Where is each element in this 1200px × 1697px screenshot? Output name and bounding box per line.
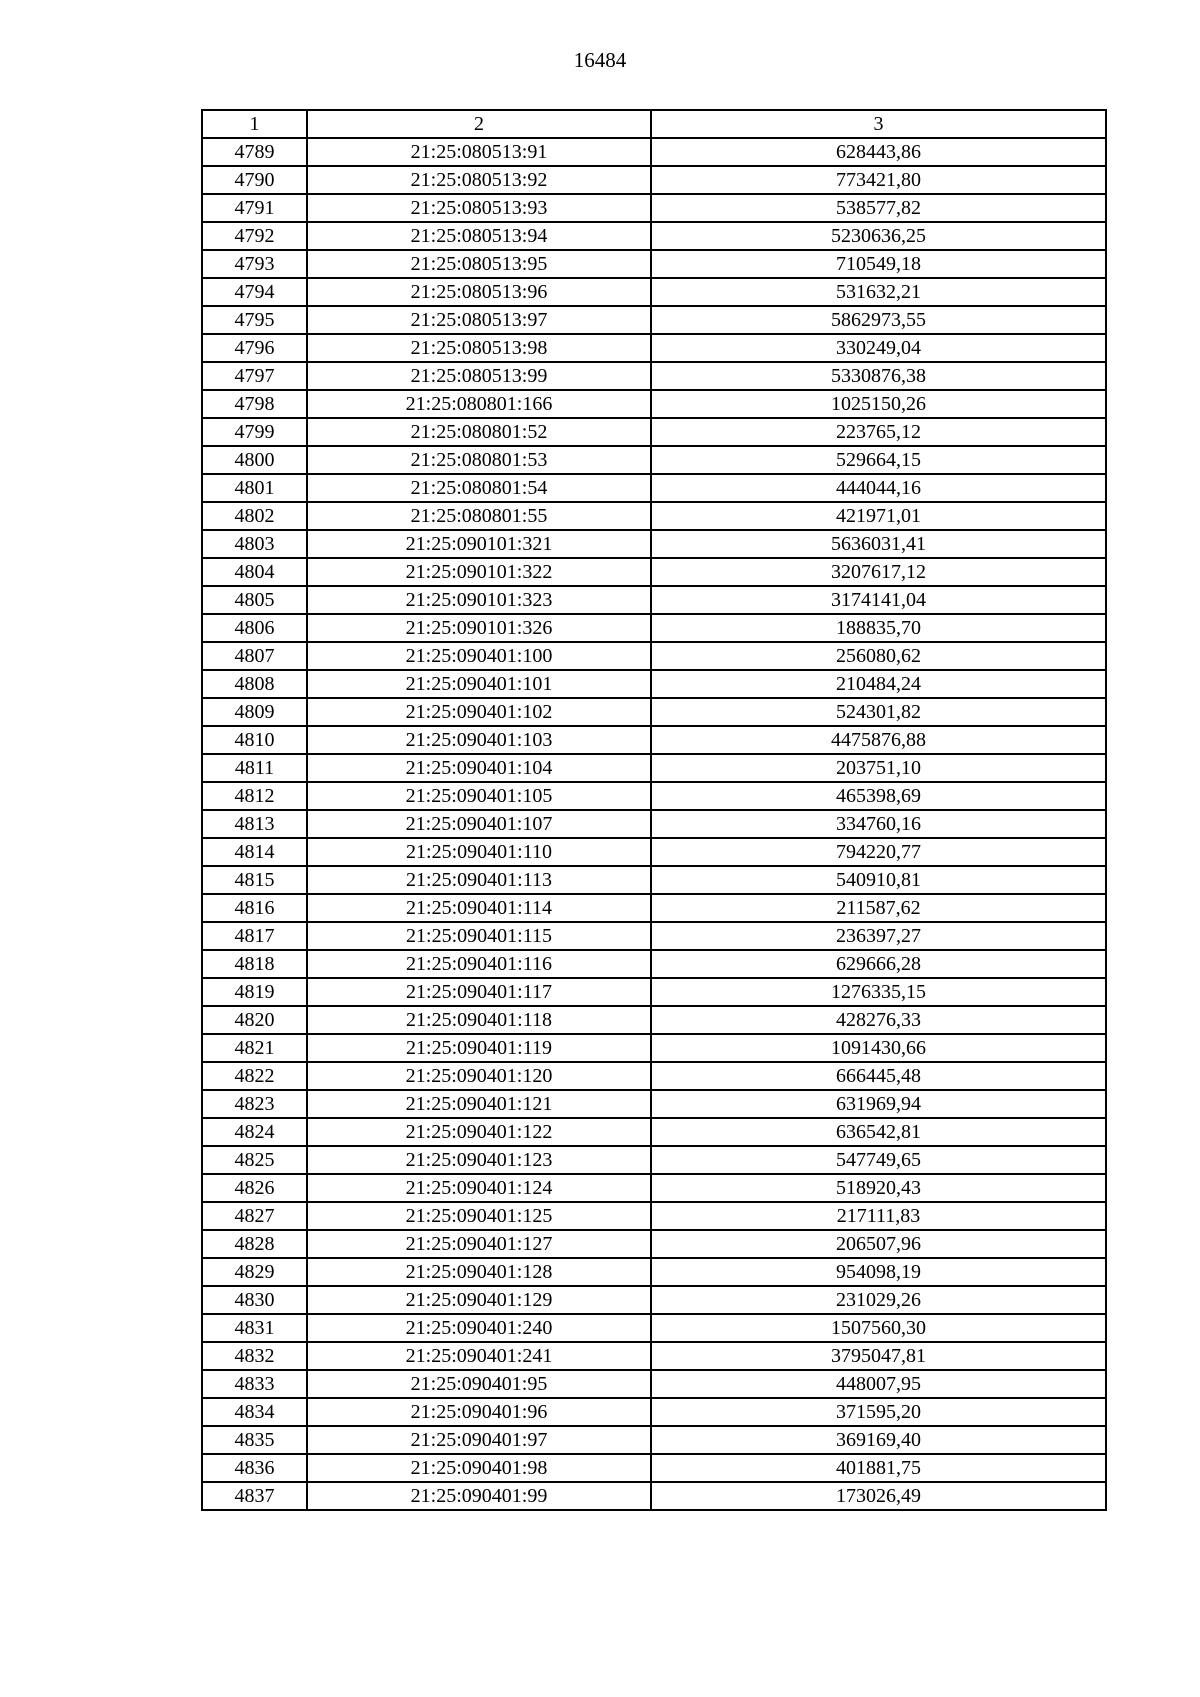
table-row	[202, 250, 1106, 278]
value-cell: 444044,16	[651, 474, 1106, 502]
table-row	[202, 362, 1106, 390]
table-row	[202, 222, 1106, 250]
table-row	[202, 1482, 1106, 1510]
row-number-cell: 4805	[202, 586, 307, 614]
row-number-cell: 4807	[202, 642, 307, 670]
cadastral-number-cell: 21:25:080513:91	[307, 138, 651, 166]
row-number-cell: 4809	[202, 698, 307, 726]
row-number-cell: 4790	[202, 166, 307, 194]
cadastral-number-cell: 21:25:090401:101	[307, 670, 651, 698]
table-body	[202, 138, 1106, 1510]
value-cell: 236397,27	[651, 922, 1106, 950]
row-number-cell: 4789	[202, 138, 307, 166]
table-row	[202, 950, 1106, 978]
value-cell: 531632,21	[651, 278, 1106, 306]
table-row	[202, 978, 1106, 1006]
value-cell: 188835,70	[651, 614, 1106, 642]
value-cell: 3207617,12	[651, 558, 1106, 586]
cadastral-number-cell: 21:25:090401:99	[307, 1482, 651, 1510]
table-row	[202, 1006, 1106, 1034]
value-cell: 210484,24	[651, 670, 1106, 698]
table-row	[202, 1454, 1106, 1482]
table-row	[202, 474, 1106, 502]
value-cell: 529664,15	[651, 446, 1106, 474]
cadastral-number-cell: 21:25:090401:125	[307, 1202, 651, 1230]
row-number-cell: 4828	[202, 1230, 307, 1258]
value-cell: 334760,16	[651, 810, 1106, 838]
cadastral-number-cell: 21:25:090101:323	[307, 586, 651, 614]
table-row	[202, 1174, 1106, 1202]
cadastral-number-cell: 21:25:090401:129	[307, 1286, 651, 1314]
table-row	[202, 278, 1106, 306]
value-cell: 203751,10	[651, 754, 1106, 782]
cadastral-number-cell: 21:25:090401:117	[307, 978, 651, 1006]
table-row	[202, 502, 1106, 530]
value-cell: 371595,20	[651, 1398, 1106, 1426]
value-cell: 518920,43	[651, 1174, 1106, 1202]
value-cell: 631969,94	[651, 1090, 1106, 1118]
row-number-cell: 4804	[202, 558, 307, 586]
cadastral-number-cell: 21:25:090401:119	[307, 1034, 651, 1062]
row-number-cell: 4832	[202, 1342, 307, 1370]
table-row	[202, 390, 1106, 418]
cadastral-number-cell: 21:25:090401:118	[307, 1006, 651, 1034]
row-number-cell: 4803	[202, 530, 307, 558]
column-header-1: 1	[202, 110, 307, 138]
table-row	[202, 698, 1106, 726]
table-row	[202, 642, 1106, 670]
cadastral-number-cell: 21:25:090401:97	[307, 1426, 651, 1454]
cadastral-number-cell: 21:25:090401:127	[307, 1230, 651, 1258]
table-row	[202, 810, 1106, 838]
value-cell: 540910,81	[651, 866, 1106, 894]
header-row	[202, 110, 1106, 138]
row-number-cell: 4791	[202, 194, 307, 222]
row-number-cell: 4836	[202, 1454, 307, 1482]
cadastral-number-cell: 21:25:090401:120	[307, 1062, 651, 1090]
row-number-cell: 4831	[202, 1314, 307, 1342]
table-row	[202, 614, 1106, 642]
row-number-cell: 4829	[202, 1258, 307, 1286]
row-number-cell: 4810	[202, 726, 307, 754]
row-number-cell: 4826	[202, 1174, 307, 1202]
column-header-2: 2	[307, 110, 651, 138]
cadastral-number-cell: 21:25:090401:124	[307, 1174, 651, 1202]
table-row	[202, 838, 1106, 866]
value-cell: 794220,77	[651, 838, 1106, 866]
table-row	[202, 558, 1106, 586]
cadastral-number-cell: 21:25:090401:114	[307, 894, 651, 922]
table-row	[202, 894, 1106, 922]
value-cell: 428276,33	[651, 1006, 1106, 1034]
table-row	[202, 1370, 1106, 1398]
value-cell: 5636031,41	[651, 530, 1106, 558]
value-cell: 1091430,66	[651, 1034, 1106, 1062]
value-cell: 5862973,55	[651, 306, 1106, 334]
row-number-cell: 4825	[202, 1146, 307, 1174]
cadastral-number-cell: 21:25:090401:241	[307, 1342, 651, 1370]
value-cell: 710549,18	[651, 250, 1106, 278]
value-cell: 401881,75	[651, 1454, 1106, 1482]
row-number-cell: 4796	[202, 334, 307, 362]
value-cell: 223765,12	[651, 418, 1106, 446]
row-number-cell: 4812	[202, 782, 307, 810]
cadastral-number-cell: 21:25:090401:95	[307, 1370, 651, 1398]
value-cell: 465398,69	[651, 782, 1106, 810]
table-row	[202, 754, 1106, 782]
cadastral-number-cell: 21:25:080513:94	[307, 222, 651, 250]
cadastral-number-cell: 21:25:080801:54	[307, 474, 651, 502]
cadastral-number-cell: 21:25:080513:95	[307, 250, 651, 278]
value-cell: 4475876,88	[651, 726, 1106, 754]
value-cell: 1507560,30	[651, 1314, 1106, 1342]
column-header-3: 3	[651, 110, 1106, 138]
table-row	[202, 1286, 1106, 1314]
table-row	[202, 194, 1106, 222]
row-number-cell: 4818	[202, 950, 307, 978]
data-table	[201, 109, 1107, 1511]
row-number-cell: 4822	[202, 1062, 307, 1090]
table-row	[202, 866, 1106, 894]
row-number-cell: 4811	[202, 754, 307, 782]
table-row	[202, 726, 1106, 754]
table-row	[202, 670, 1106, 698]
cadastral-number-cell: 21:25:090401:121	[307, 1090, 651, 1118]
row-number-cell: 4802	[202, 502, 307, 530]
cadastral-number-cell: 21:25:090401:103	[307, 726, 651, 754]
table-row	[202, 418, 1106, 446]
table-row	[202, 922, 1106, 950]
table-row	[202, 782, 1106, 810]
table-row	[202, 1146, 1106, 1174]
cadastral-number-cell: 21:25:090401:100	[307, 642, 651, 670]
value-cell: 5330876,38	[651, 362, 1106, 390]
row-number-cell: 4821	[202, 1034, 307, 1062]
cadastral-number-cell: 21:25:090401:102	[307, 698, 651, 726]
value-cell: 524301,82	[651, 698, 1106, 726]
page-number: 16484	[573, 48, 627, 72]
row-number-cell: 4801	[202, 474, 307, 502]
value-cell: 330249,04	[651, 334, 1106, 362]
row-number-cell: 4798	[202, 390, 307, 418]
cadastral-number-cell: 21:25:080513:99	[307, 362, 651, 390]
table-row	[202, 1342, 1106, 1370]
row-number-cell: 4794	[202, 278, 307, 306]
cadastral-number-cell: 21:25:090401:115	[307, 922, 651, 950]
cadastral-number-cell: 21:25:090401:105	[307, 782, 651, 810]
table-row	[202, 138, 1106, 166]
cadastral-number-cell: 21:25:080513:93	[307, 194, 651, 222]
value-cell: 206507,96	[651, 1230, 1106, 1258]
value-cell: 173026,49	[651, 1482, 1106, 1510]
value-cell: 211587,62	[651, 894, 1106, 922]
table-row	[202, 306, 1106, 334]
cadastral-number-cell: 21:25:090401:128	[307, 1258, 651, 1286]
table-row	[202, 1230, 1106, 1258]
row-number-cell: 4824	[202, 1118, 307, 1146]
table-row	[202, 166, 1106, 194]
table-row	[202, 1426, 1106, 1454]
row-number-cell: 4793	[202, 250, 307, 278]
table-row	[202, 334, 1106, 362]
table-row	[202, 1090, 1106, 1118]
value-cell: 1025150,26	[651, 390, 1106, 418]
cadastral-number-cell: 21:25:090401:240	[307, 1314, 651, 1342]
cadastral-number-cell: 21:25:080513:97	[307, 306, 651, 334]
value-cell: 1276335,15	[651, 978, 1106, 1006]
cadastral-number-cell: 21:25:090401:104	[307, 754, 651, 782]
cadastral-number-cell: 21:25:090401:98	[307, 1454, 651, 1482]
value-cell: 628443,86	[651, 138, 1106, 166]
value-cell: 954098,19	[651, 1258, 1106, 1286]
cadastral-number-cell: 21:25:090401:110	[307, 838, 651, 866]
cadastral-number-cell: 21:25:090101:322	[307, 558, 651, 586]
value-cell: 629666,28	[651, 950, 1106, 978]
row-number-cell: 4795	[202, 306, 307, 334]
table-row	[202, 586, 1106, 614]
cadastral-number-cell: 21:25:090101:326	[307, 614, 651, 642]
row-number-cell: 4837	[202, 1482, 307, 1510]
table-row	[202, 446, 1106, 474]
table-row	[202, 1034, 1106, 1062]
row-number-cell: 4808	[202, 670, 307, 698]
cadastral-number-cell: 21:25:090401:123	[307, 1146, 651, 1174]
row-number-cell: 4806	[202, 614, 307, 642]
value-cell: 773421,80	[651, 166, 1106, 194]
table-row	[202, 530, 1106, 558]
row-number-cell: 4820	[202, 1006, 307, 1034]
cadastral-number-cell: 21:25:090401:116	[307, 950, 651, 978]
value-cell: 5230636,25	[651, 222, 1106, 250]
row-number-cell: 4827	[202, 1202, 307, 1230]
row-number-cell: 4815	[202, 866, 307, 894]
value-cell: 538577,82	[651, 194, 1106, 222]
row-number-cell: 4819	[202, 978, 307, 1006]
table-row	[202, 1118, 1106, 1146]
row-number-cell: 4830	[202, 1286, 307, 1314]
value-cell: 636542,81	[651, 1118, 1106, 1146]
row-number-cell: 4823	[202, 1090, 307, 1118]
cadastral-number-cell: 21:25:090101:321	[307, 530, 651, 558]
value-cell: 256080,62	[651, 642, 1106, 670]
table-header	[202, 110, 1106, 138]
row-number-cell: 4799	[202, 418, 307, 446]
value-cell: 666445,48	[651, 1062, 1106, 1090]
value-cell: 3174141,04	[651, 586, 1106, 614]
cadastral-number-cell: 21:25:090401:113	[307, 866, 651, 894]
row-number-cell: 4834	[202, 1398, 307, 1426]
value-cell: 369169,40	[651, 1426, 1106, 1454]
cadastral-number-cell: 21:25:080801:55	[307, 502, 651, 530]
row-number-cell: 4813	[202, 810, 307, 838]
cadastral-number-cell: 21:25:090401:96	[307, 1398, 651, 1426]
cadastral-number-cell: 21:25:080513:98	[307, 334, 651, 362]
table-row	[202, 1314, 1106, 1342]
table-row	[202, 1258, 1106, 1286]
row-number-cell: 4814	[202, 838, 307, 866]
row-number-cell: 4835	[202, 1426, 307, 1454]
value-cell: 231029,26	[651, 1286, 1106, 1314]
row-number-cell: 4800	[202, 446, 307, 474]
cadastral-number-cell: 21:25:080801:166	[307, 390, 651, 418]
table-row	[202, 1398, 1106, 1426]
row-number-cell: 4833	[202, 1370, 307, 1398]
row-number-cell: 4817	[202, 922, 307, 950]
table-row	[202, 1202, 1106, 1230]
cadastral-number-cell: 21:25:080801:53	[307, 446, 651, 474]
table-row	[202, 1062, 1106, 1090]
value-cell: 547749,65	[651, 1146, 1106, 1174]
value-cell: 217111,83	[651, 1202, 1106, 1230]
cadastral-number-cell: 21:25:080801:52	[307, 418, 651, 446]
value-cell: 421971,01	[651, 502, 1106, 530]
cadastral-number-cell: 21:25:090401:107	[307, 810, 651, 838]
cadastral-number-cell: 21:25:080513:92	[307, 166, 651, 194]
row-number-cell: 4816	[202, 894, 307, 922]
cadastral-number-cell: 21:25:080513:96	[307, 278, 651, 306]
value-cell: 448007,95	[651, 1370, 1106, 1398]
row-number-cell: 4797	[202, 362, 307, 390]
value-cell: 3795047,81	[651, 1342, 1106, 1370]
cadastral-number-cell: 21:25:090401:122	[307, 1118, 651, 1146]
row-number-cell: 4792	[202, 222, 307, 250]
